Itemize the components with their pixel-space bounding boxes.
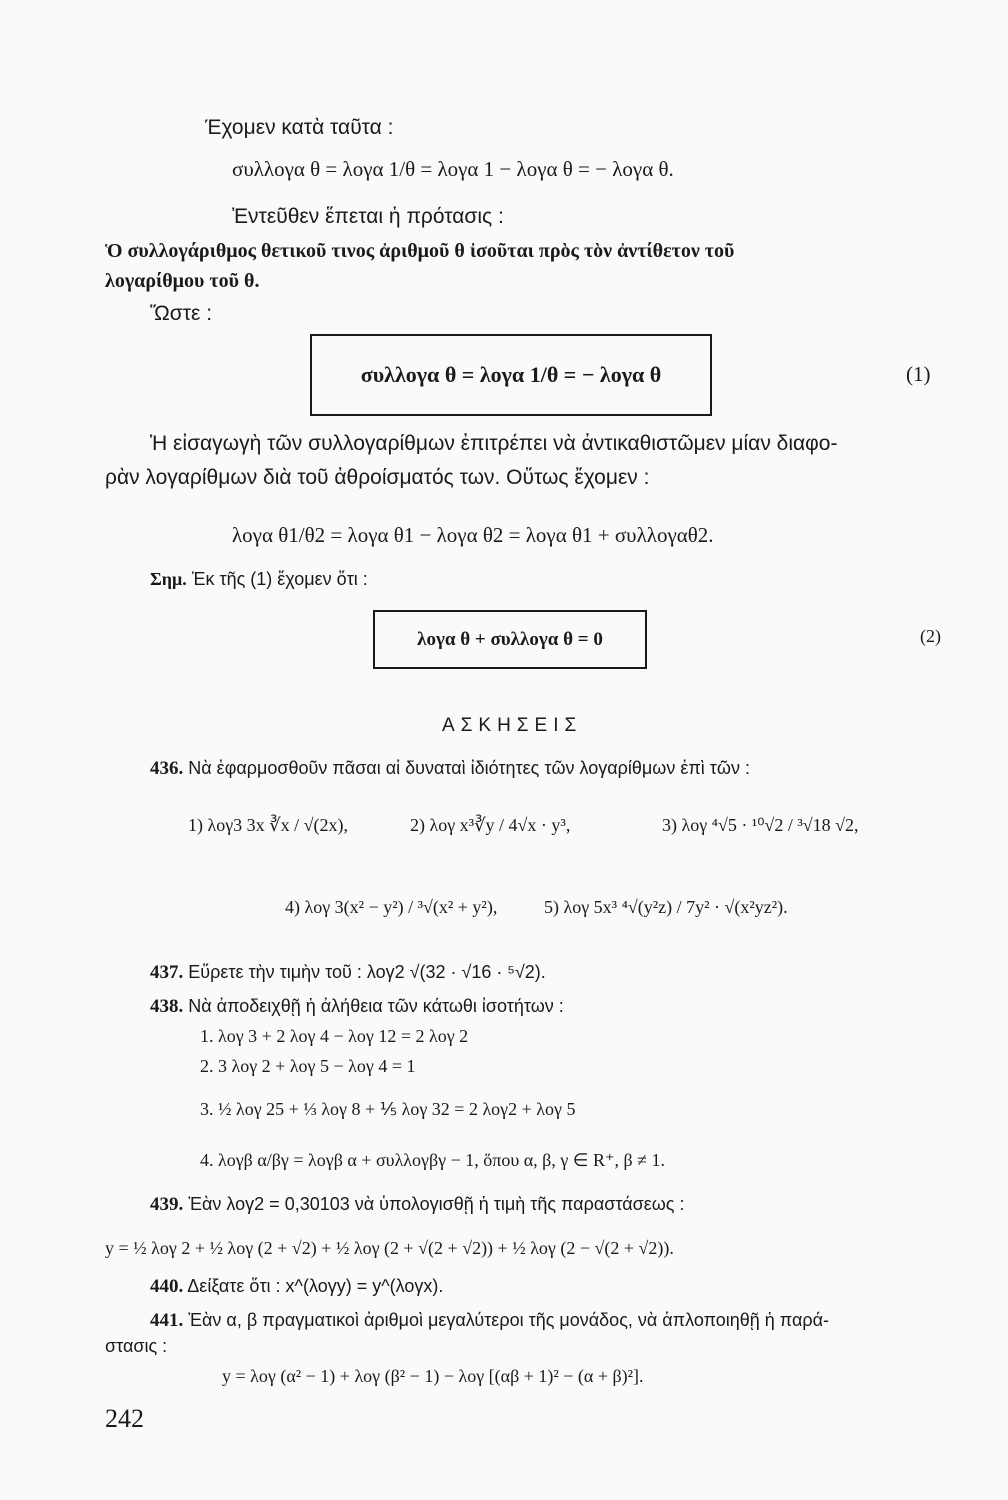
exercise-440 xyxy=(150,1276,443,1298)
exercise-text: Νὰ ἐφαρμοσθοῦν πᾶσαι αἱ δυναταὶ ἰδιότητες τῶν λογαρίθμων ἐπὶ τῶν : xyxy=(188,758,750,778)
exercise-436-item-3: 3) λογ ⁴√5 · ¹⁰√2 / ³√18 √2, xyxy=(662,815,859,835)
formula-box-2-content: λογα θ + συλλογα θ = 0 xyxy=(417,628,603,650)
exercise-text: Ἐὰν λογ2 = 0,30103 νὰ ὑπολογισθῇ ἡ τιμὴ τῆς παραστάσεως : xyxy=(188,1194,685,1214)
note-lead: Σημ. xyxy=(150,569,187,589)
exercise-text: Εὕρετε τὴν τιμὴν τοῦ : λογ2 √(32 · √16 · ⁵√2). xyxy=(188,962,546,982)
exercise-437 xyxy=(150,962,546,984)
formula-label-2: (2) xyxy=(920,626,941,646)
exercise-438-item-4: 4. λογβ α/βγ = λογβ α + συλλογβγ − 1, ὅπου α, β, γ ∈ R⁺, β ≠ 1. xyxy=(200,1150,666,1170)
equation-1 xyxy=(232,140,674,198)
exercise-439-formula: y = ½ λογ 2 + ½ λογ (2 + √2) + ½ λογ (2 + √(2 + √2)) + ½ λογ (2 − √(2 + √2)). xyxy=(105,1238,674,1258)
exercise-438 xyxy=(150,996,564,1018)
exercise-439 xyxy=(150,1194,684,1216)
note-text: Ἐκ τῆς (1) ἔχομεν ὅτι : xyxy=(191,569,368,589)
exercise-436-item-4: 4) λογ 3(x² − y²) / ³√(x² + y²), xyxy=(285,897,498,917)
exercise-number: 438. xyxy=(150,996,184,1017)
intro-line: Έχομεν κατὰ ταῦτα : xyxy=(205,116,394,139)
exercise-text: Ἐὰν α, β πραγματικοὶ ἀριθμοὶ μεγαλύτεροι τῆς μονάδος, νὰ ἁπλοποιηθῇ ἡ παρά- xyxy=(188,1310,830,1330)
exercise-number: 437. xyxy=(150,962,184,983)
exercise-text: Νὰ ἀποδειχθῇ ἡ ἀλήθεια τῶν κάτωθι ἰσοτήτων : xyxy=(188,996,564,1016)
theorem-line-2: λογαρίθμου τοῦ θ. xyxy=(105,270,260,292)
consequence-line: Ἐντεῦθεν ἕπεται ἡ πρότασις : xyxy=(232,205,504,228)
exercise-number: 436. xyxy=(150,758,184,779)
exercise-number: 440. xyxy=(150,1276,184,1297)
formula-label-1: (1) xyxy=(906,362,931,386)
exercise-436-item-2: 2) λογ x³∛y / 4√x · y³, xyxy=(410,815,571,835)
formula-box-2 xyxy=(373,610,647,669)
note-line xyxy=(150,569,368,590)
theorem-line-1: Ὁ συλλογάριθμος θετικοῦ τινος ἀριθμοῦ θ ἰσοῦται πρὸς τὸν ἀντίθετον τοῦ xyxy=(105,240,735,262)
exercise-441-formula: y = λογ (α² − 1) + λογ (β² − 1) − λογ [(αβ + 1)² − (α + β)²]. xyxy=(222,1366,644,1386)
exercise-438-item-2: 2. 3 λογ 2 + λογ 5 − λογ 4 = 1 xyxy=(200,1056,416,1076)
formula-box-1-content: συλλογα θ = λογα 1/θ = − λογα θ xyxy=(360,362,662,387)
paragraph-line-2: ρὰν λογαρίθμων διὰ τοῦ ἀθροίσματός των. Οὕτως ἔχομεν : xyxy=(105,466,650,489)
exercise-text: Δείξατε ὅτι : x^(λογy) = y^(λογx). xyxy=(187,1276,444,1296)
exercise-number: 439. xyxy=(150,1194,184,1215)
equation-2-text: λογα θ1/θ2 = λογα θ1 − λογα θ2 = λογα θ1 + συλλογαθ2. xyxy=(232,522,714,547)
hence-line: Ὥστε : xyxy=(150,302,213,325)
exercise-436-item-1: 1) λογ3 3x ∛x / √(2x), xyxy=(188,815,349,835)
exercise-438-item-1: 1. λογ 3 + 2 λογ 4 − λογ 12 = 2 λογ 2 xyxy=(200,1026,469,1046)
exercise-436-item-5: 5) λογ 5x³ ⁴√(y²z) / 7y² · √(x²yz²). xyxy=(544,897,788,917)
equation-1-text: συλλογα θ = λογα 1/θ = λογα 1 − λογα θ = − λογα θ. xyxy=(232,156,674,181)
exercise-438-item-3: 3. ½ λογ 25 + ⅓ λογ 8 + ⅕ λογ 32 = 2 λογ2 + λογ 5 xyxy=(200,1099,576,1119)
formula-box-1 xyxy=(310,334,712,416)
exercise-441 xyxy=(150,1310,829,1332)
equation-2 xyxy=(232,505,714,565)
exercise-436 xyxy=(150,758,750,780)
exercises-title: ΑΣΚΗΣΕΙΣ xyxy=(442,715,583,736)
paragraph-line-1: Ἡ εἰσαγωγὴ τῶν συλλογαρίθμων ἐπιτρέπει νὰ ἀντικαθιστῶμεν μίαν διαφο- xyxy=(150,432,838,455)
exercise-441-cont: στασις : xyxy=(105,1336,168,1356)
page-number: 242 xyxy=(105,1404,144,1433)
exercise-number: 441. xyxy=(150,1310,184,1331)
